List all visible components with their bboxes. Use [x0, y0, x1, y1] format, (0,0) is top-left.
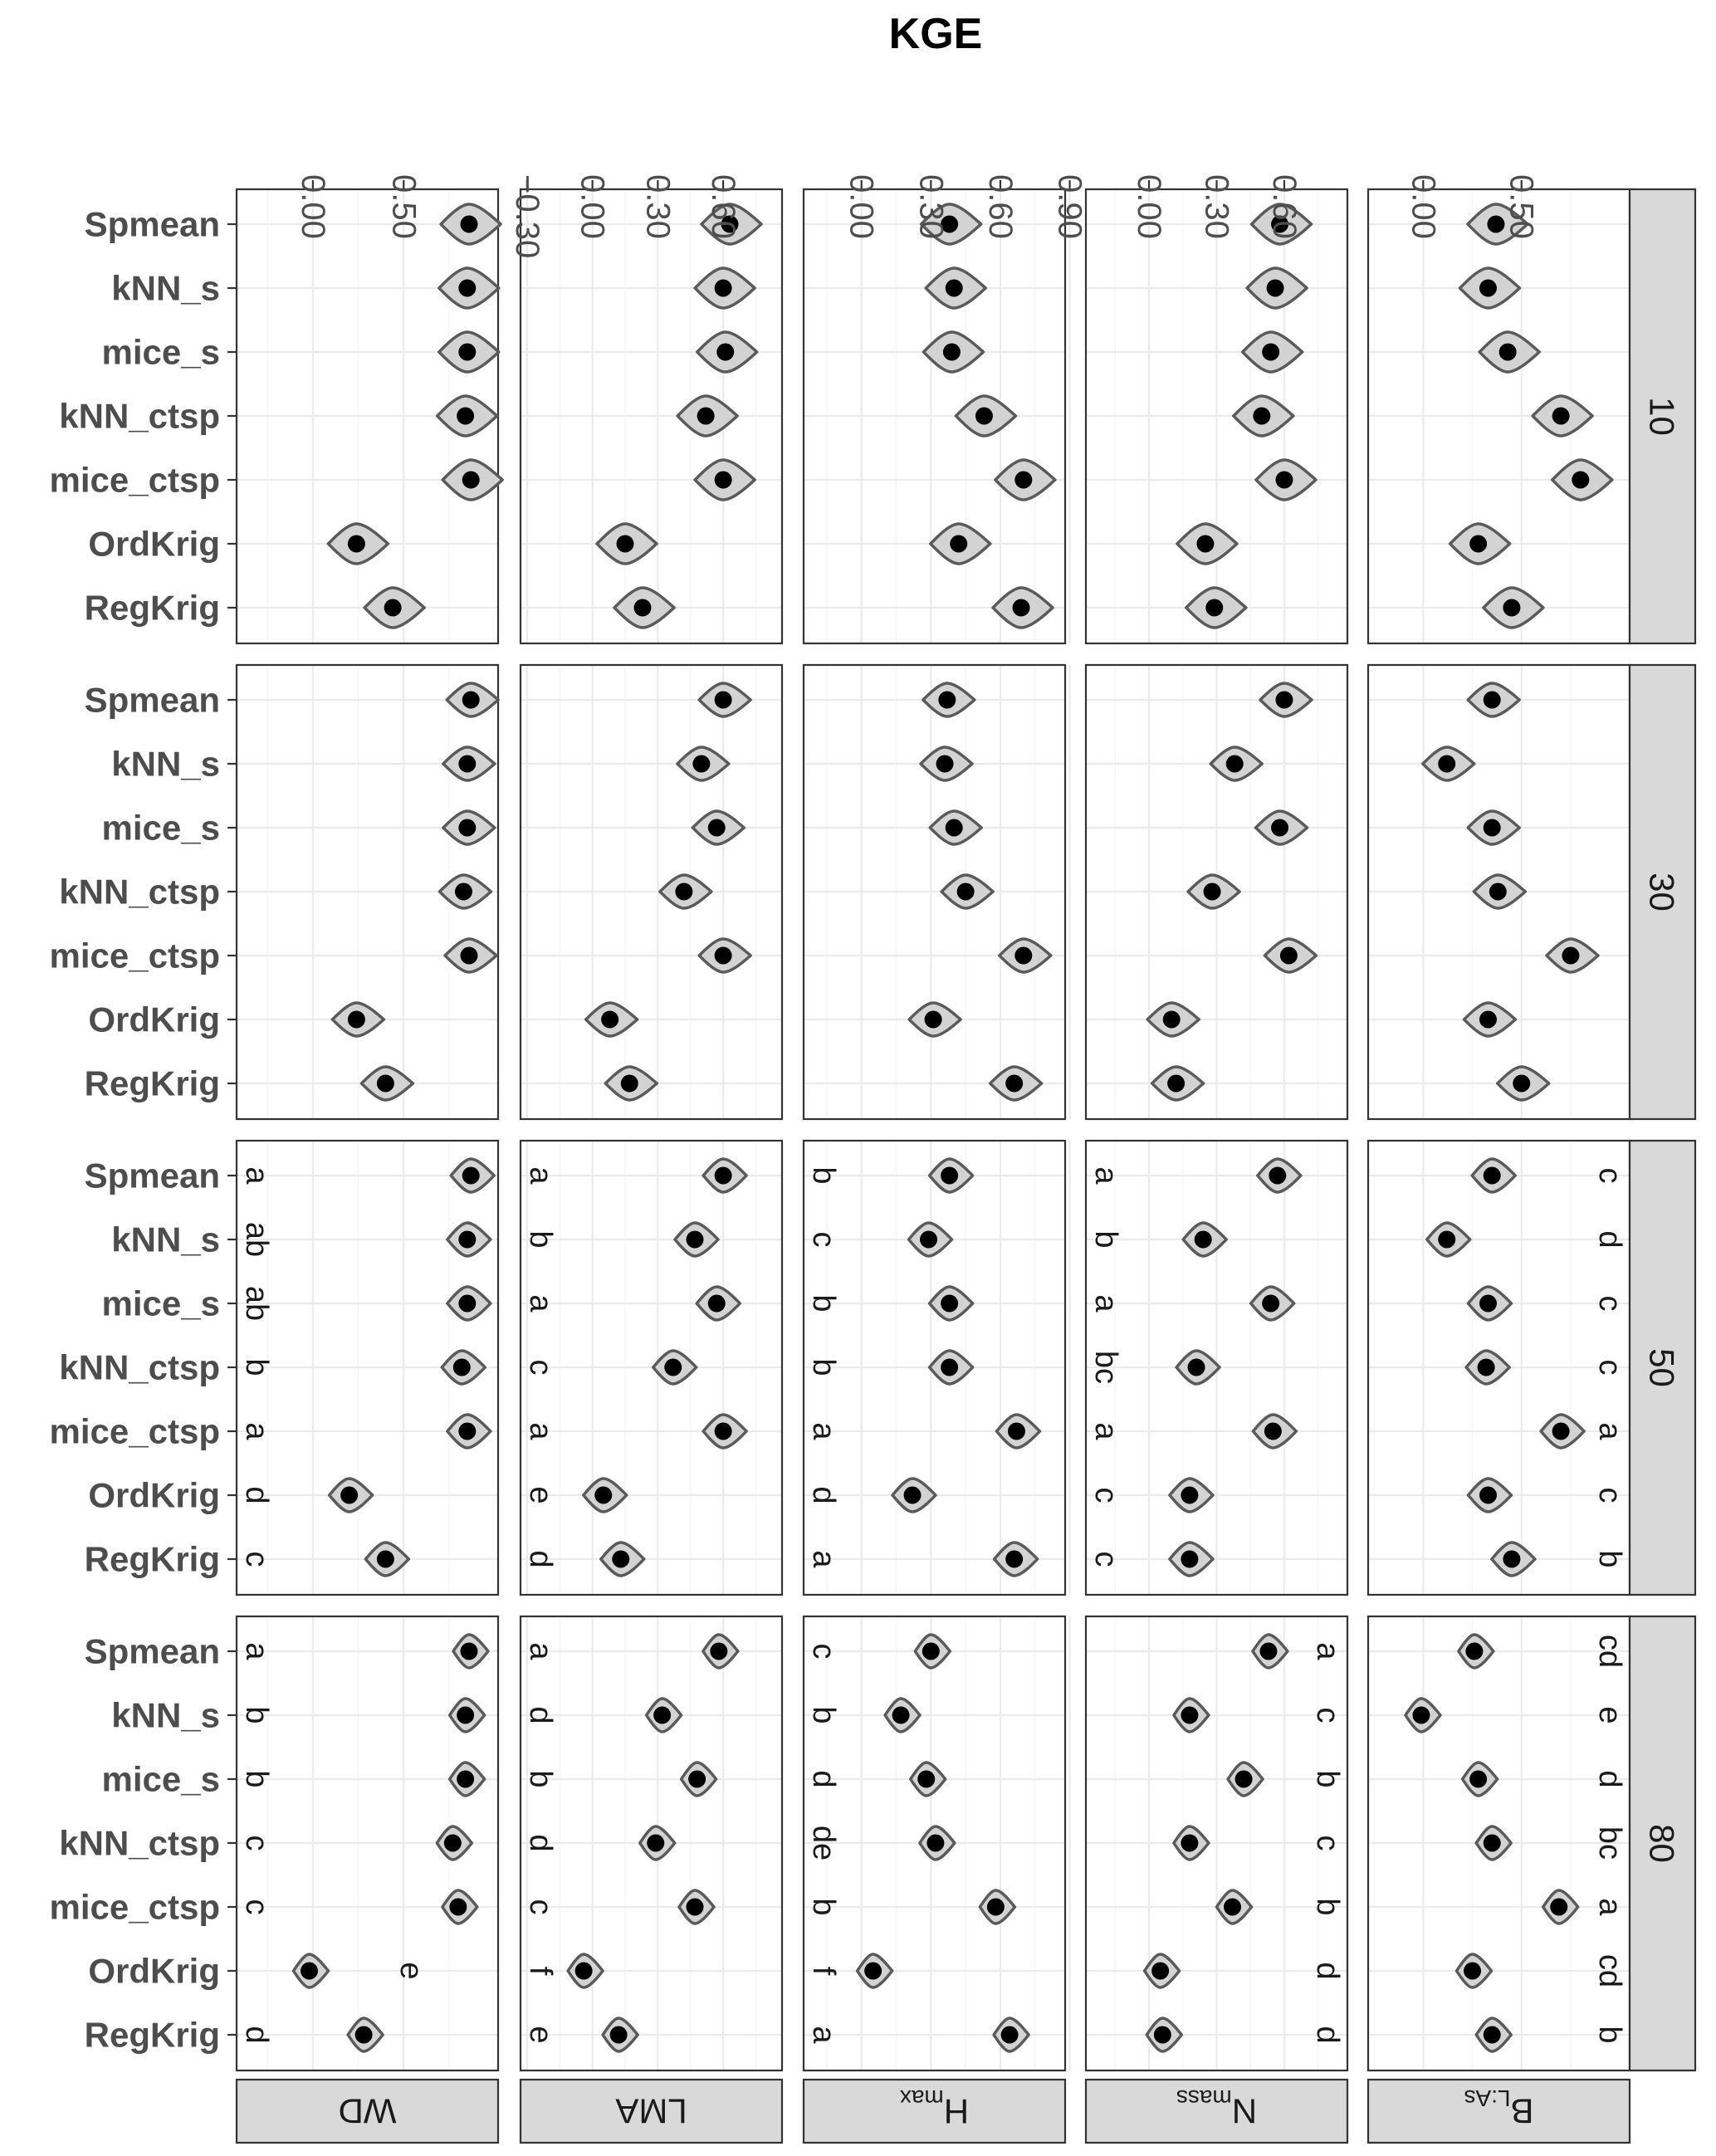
tick-label: 0.60	[1265, 174, 1303, 239]
median-point-WD-10-OrdKrig	[348, 535, 365, 553]
median-point-N-10-RegKrig	[1205, 599, 1223, 617]
trait-strip-N	[1086, 2080, 1347, 2143]
tick-label: 0.30	[639, 174, 677, 239]
method-label-kNN_s-80: kNN_s	[111, 1695, 220, 1735]
method-label-kNN_s-50: kNN_s	[111, 1220, 220, 1259]
tick-label: 0.30	[912, 174, 950, 239]
letter-LMA-80-mice_s: b	[523, 1770, 558, 1788]
letter-N-80-kNN_s: c	[1310, 1707, 1345, 1723]
trait-label-B: $B_{L:As}$	[1464, 2085, 1534, 2131]
letter-WD-80-mice_ctsp: c	[239, 1899, 274, 1915]
letter-B-80-OrdKrig: cd	[1592, 1953, 1627, 1988]
letter-H-80-Spmean: c	[806, 1643, 841, 1660]
median-point-B-30-kNN_s	[1438, 755, 1455, 773]
median-point-B-10-mice_ctsp	[1572, 472, 1589, 489]
tick-label: 0.60	[981, 174, 1019, 239]
trait-strip-B	[1368, 2080, 1630, 2143]
median-point-LMA-10-RegKrig	[634, 599, 652, 617]
median-point-LMA-30-kNN_s	[692, 755, 710, 773]
median-point-N-80-mice_s	[1235, 1771, 1253, 1788]
method-label-OrdKrig-80: OrdKrig	[88, 1951, 220, 1991]
letter-LMA-80-Spmean: a	[523, 1642, 558, 1660]
median-point-N-10-mice_s	[1262, 344, 1279, 361]
trait-subscript: max	[899, 2085, 944, 2111]
median-point-H-30-kNN_ctsp	[957, 883, 975, 901]
median-point-N-30-OrdKrig	[1163, 1011, 1181, 1029]
median-point-N-50-kNN_ctsp	[1188, 1359, 1205, 1376]
median-point-WD-10-mice_s	[458, 344, 476, 361]
letter-B-50-kNN_s: d	[1592, 1230, 1627, 1249]
median-point-H-10-kNN_ctsp	[975, 408, 993, 425]
strip-80	[1630, 1616, 1695, 2070]
median-point-N-50-mice_ctsp	[1264, 1423, 1282, 1440]
letter-LMA-80-OrdKrig: f	[523, 1966, 558, 1976]
median-point-N-80-mice_ctsp	[1224, 1899, 1241, 1916]
strip-label: 50	[1642, 1348, 1682, 1387]
trait-strip-WD	[237, 2080, 498, 2143]
median-point-H-50-RegKrig	[1005, 1551, 1023, 1568]
letter-WD-50-Spmean: a	[239, 1166, 274, 1185]
median-point-N-80-kNN_ctsp	[1181, 1835, 1198, 1852]
letter-H-80-mice_ctsp: b	[806, 1898, 841, 1916]
letter-WD-80-OrdKrig: e	[394, 1962, 428, 1980]
median-point-WD-50-RegKrig	[377, 1551, 394, 1568]
strip-10	[1630, 189, 1695, 643]
median-point-B-30-RegKrig	[1513, 1075, 1530, 1093]
method-label-mice_s-50: mice_s	[101, 1283, 220, 1323]
panel-LMA-10	[521, 189, 782, 643]
median-point-LMA-80-kNN_s	[653, 1707, 671, 1724]
median-point-B-30-Spmean	[1484, 692, 1501, 709]
letter-WD-50-kNN_s: ab	[239, 1221, 274, 1258]
median-point-H-50-kNN_s	[920, 1231, 937, 1249]
strip-30	[1630, 665, 1695, 1119]
median-point-N-10-kNN_s	[1267, 280, 1284, 297]
panel-N-80	[1086, 1616, 1347, 2070]
median-point-B-80-mice_s	[1469, 1771, 1487, 1788]
median-point-WD-50-Spmean	[462, 1167, 480, 1185]
strip-label: 30	[1642, 873, 1682, 912]
median-point-LMA-50-kNN_ctsp	[664, 1359, 682, 1376]
median-point-LMA-50-mice_s	[708, 1295, 726, 1313]
letter-B-80-kNN_ctsp: bc	[1592, 1826, 1627, 1860]
letter-N-50-kNN_ctsp: bc	[1088, 1350, 1123, 1385]
median-point-B-30-mice_s	[1484, 819, 1501, 837]
letter-N-80-OrdKrig: d	[1310, 1962, 1345, 1980]
median-point-LMA-80-kNN_ctsp	[647, 1835, 664, 1852]
trait-subscript: L:As	[1464, 2085, 1511, 2111]
letter-B-50-mice_ctsp: a	[1592, 1422, 1627, 1440]
median-point-WD-30-OrdKrig	[348, 1011, 365, 1029]
method-label-kNN_ctsp-30: kNN_ctsp	[59, 872, 220, 912]
median-point-N-10-OrdKrig	[1196, 535, 1214, 553]
median-point-H-30-Spmean	[938, 692, 956, 709]
median-point-WD-50-kNN_ctsp	[453, 1359, 471, 1376]
strip-50	[1630, 1141, 1695, 1595]
median-point-WD-50-mice_s	[458, 1295, 476, 1313]
method-label-mice_ctsp-10: mice_ctsp	[49, 460, 220, 500]
median-point-B-50-mice_s	[1479, 1295, 1497, 1313]
median-point-WD-80-OrdKrig	[301, 1963, 318, 1980]
median-point-WD-30-mice_ctsp	[461, 947, 478, 965]
letter-N-80-RegKrig: d	[1310, 2026, 1345, 2044]
letter-H-50-kNN_s: c	[806, 1231, 841, 1248]
median-point-H-30-mice_ctsp	[1014, 947, 1032, 965]
median-point-N-50-OrdKrig	[1181, 1487, 1198, 1504]
tick-label: 0.90	[1051, 174, 1088, 239]
median-point-H-30-mice_s	[946, 819, 963, 837]
median-point-B-10-mice_s	[1499, 344, 1517, 361]
median-point-LMA-50-Spmean	[715, 1167, 732, 1185]
method-label-mice_ctsp-30: mice_ctsp	[49, 936, 220, 975]
method-label-OrdKrig-50: OrdKrig	[88, 1475, 220, 1515]
median-point-WD-80-RegKrig	[355, 2026, 373, 2044]
median-point-H-50-mice_s	[941, 1295, 958, 1313]
median-point-B-80-mice_ctsp	[1550, 1899, 1567, 1916]
median-point-N-50-Spmean	[1269, 1167, 1286, 1185]
method-label-mice_s-30: mice_s	[101, 808, 220, 848]
method-label-mice_ctsp-50: mice_ctsp	[49, 1411, 220, 1451]
method-label-OrdKrig-30: OrdKrig	[88, 1000, 220, 1039]
letter-LMA-50-kNN_ctsp: c	[523, 1359, 558, 1376]
letter-H-50-kNN_ctsp: b	[806, 1358, 841, 1376]
letter-B-50-RegKrig: b	[1592, 1550, 1627, 1568]
median-point-LMA-10-mice_ctsp	[715, 472, 732, 489]
letter-WD-50-OrdKrig: d	[239, 1486, 274, 1504]
letter-LMA-80-RegKrig: e	[523, 2026, 558, 2044]
median-point-LMA-50-mice_ctsp	[715, 1423, 732, 1440]
median-point-H-10-kNN_s	[946, 280, 963, 297]
median-point-B-30-kNN_ctsp	[1489, 883, 1507, 901]
median-point-LMA-30-mice_ctsp	[715, 947, 732, 965]
median-point-WD-50-mice_ctsp	[458, 1423, 476, 1440]
letter-WD-80-RegKrig: d	[239, 2026, 274, 2044]
letter-B-50-OrdKrig: c	[1592, 1487, 1627, 1503]
median-point-LMA-80-OrdKrig	[575, 1963, 593, 1980]
letter-N-80-Spmean: a	[1310, 1642, 1345, 1660]
letter-LMA-80-kNN_s: d	[523, 1706, 558, 1724]
letter-LMA-80-mice_ctsp: c	[523, 1899, 558, 1915]
median-point-B-30-OrdKrig	[1479, 1011, 1497, 1029]
median-point-N-80-Spmean	[1259, 1643, 1277, 1660]
median-point-B-80-RegKrig	[1484, 2026, 1501, 2044]
median-point-H-80-mice_ctsp	[987, 1899, 1005, 1916]
tick-label: 0.00	[1405, 174, 1442, 239]
method-label-mice_s-80: mice_s	[101, 1759, 220, 1799]
median-point-N-50-kNN_s	[1195, 1231, 1212, 1249]
median-point-LMA-80-mice_ctsp	[687, 1899, 704, 1916]
median-point-WD-80-kNN_ctsp	[444, 1835, 462, 1852]
tick-label: 0.00	[574, 174, 611, 239]
method-label-RegKrig-10: RegKrig	[84, 588, 220, 628]
median-point-H-10-mice_s	[943, 344, 961, 361]
median-point-LMA-30-kNN_ctsp	[675, 883, 692, 901]
panel-H-30	[804, 665, 1070, 1119]
panel-LMA-30	[521, 665, 782, 1119]
letter-LMA-50-OrdKrig: e	[523, 1486, 558, 1504]
method-label-Spmean-80: Spmean	[84, 1631, 220, 1671]
median-point-B-50-Spmean	[1484, 1167, 1501, 1185]
median-point-B-80-Spmean	[1465, 1643, 1483, 1660]
tick-label: 0.00	[294, 174, 331, 239]
trait-label-LMA: LMA	[615, 2091, 687, 2131]
letter-N-50-RegKrig: c	[1088, 1551, 1123, 1567]
letter-N-50-mice_s: a	[1088, 1294, 1123, 1313]
method-label-kNN_ctsp-80: kNN_ctsp	[59, 1823, 220, 1863]
method-label-kNN_s-30: kNN_s	[111, 744, 220, 784]
method-label-RegKrig-50: RegKrig	[84, 1539, 220, 1579]
median-point-H-80-RegKrig	[1001, 2026, 1019, 2044]
letter-N-80-kNN_ctsp: c	[1310, 1835, 1345, 1851]
median-point-H-50-mice_ctsp	[1008, 1423, 1025, 1440]
median-point-WD-10-Spmean	[461, 216, 478, 233]
median-point-N-30-kNN_s	[1226, 755, 1244, 773]
median-point-N-50-RegKrig	[1181, 1551, 1198, 1568]
chart-title: KGE	[888, 10, 983, 58]
tick-label: 0.60	[705, 174, 742, 239]
trait-strip-H	[804, 2080, 1065, 2143]
method-label-kNN_ctsp-10: kNN_ctsp	[59, 396, 220, 436]
letter-H-50-RegKrig: a	[806, 1550, 841, 1568]
median-point-WD-30-kNN_s	[458, 755, 476, 773]
median-point-WD-50-kNN_s	[458, 1231, 476, 1249]
median-point-LMA-30-RegKrig	[621, 1075, 638, 1093]
median-point-WD-30-mice_s	[458, 819, 476, 837]
median-point-WD-50-OrdKrig	[340, 1487, 358, 1504]
median-point-H-10-OrdKrig	[950, 535, 967, 553]
median-point-H-80-Spmean	[922, 1643, 940, 1660]
median-point-N-10-mice_ctsp	[1275, 472, 1293, 489]
median-point-WD-80-mice_s	[457, 1771, 474, 1788]
letter-N-50-OrdKrig: c	[1088, 1487, 1123, 1503]
letter-WD-50-mice_ctsp: a	[239, 1422, 274, 1440]
median-point-LMA-30-mice_s	[708, 819, 726, 837]
trait-label-N: $N_{mass}$	[1176, 2085, 1258, 2131]
plot-area	[50, 174, 1695, 2143]
median-point-LMA-10-kNN_ctsp	[697, 408, 715, 425]
letter-N-50-mice_ctsp: a	[1088, 1422, 1123, 1440]
tick-label: 0.00	[843, 174, 880, 239]
median-point-N-10-kNN_ctsp	[1253, 408, 1270, 425]
letter-H-80-kNN_ctsp: de	[806, 1825, 841, 1861]
median-point-N-80-kNN_s	[1181, 1707, 1198, 1724]
median-point-H-80-kNN_s	[892, 1707, 910, 1724]
median-point-H-80-mice_s	[917, 1771, 935, 1788]
median-point-WD-10-mice_ctsp	[462, 472, 480, 489]
median-point-B-80-kNN_s	[1412, 1707, 1430, 1724]
strip-label: 10	[1642, 397, 1682, 436]
median-point-LMA-10-mice_s	[716, 344, 734, 361]
letter-LMA-50-kNN_s: b	[523, 1230, 558, 1249]
strip-label: 80	[1642, 1824, 1682, 1863]
median-point-B-10-RegKrig	[1503, 599, 1520, 617]
median-point-N-30-Spmean	[1275, 692, 1293, 709]
median-point-B-50-kNN_s	[1438, 1231, 1455, 1249]
method-label-Spmean-30: Spmean	[84, 680, 220, 720]
panel-LMA-50	[521, 1141, 782, 1595]
median-point-B-80-OrdKrig	[1464, 1963, 1481, 1980]
letter-LMA-80-kNN_ctsp: d	[523, 1834, 558, 1852]
median-point-LMA-50-kNN_s	[687, 1231, 704, 1249]
letter-B-80-RegKrig: b	[1592, 2026, 1627, 2044]
trait-label-H: $H_{max}$	[899, 2085, 970, 2131]
median-point-N-30-mice_s	[1271, 819, 1288, 837]
median-point-B-50-OrdKrig	[1479, 1487, 1497, 1504]
letter-H-80-kNN_s: b	[806, 1706, 841, 1724]
letter-H-80-OrdKrig: f	[806, 1966, 841, 1976]
median-point-LMA-80-Spmean	[710, 1643, 727, 1660]
median-point-B-10-kNN_s	[1479, 280, 1497, 297]
method-label-OrdKrig-10: OrdKrig	[88, 524, 220, 564]
letter-H-80-mice_s: d	[806, 1770, 841, 1788]
letter-N-50-kNN_s: b	[1088, 1230, 1123, 1249]
median-point-N-50-mice_s	[1262, 1295, 1279, 1313]
letter-LMA-50-Spmean: a	[523, 1166, 558, 1185]
median-point-H-50-OrdKrig	[904, 1487, 922, 1504]
trait-strip-LMA	[521, 2080, 782, 2143]
letter-H-50-mice_ctsp: a	[806, 1422, 841, 1440]
median-point-WD-30-RegKrig	[377, 1075, 394, 1093]
tick-label: 0.50	[385, 174, 423, 239]
letter-B-80-mice_s: d	[1592, 1770, 1627, 1788]
median-point-WD-10-kNN_s	[458, 280, 476, 297]
letter-B-80-kNN_s: e	[1592, 1706, 1627, 1724]
median-point-WD-80-Spmean	[461, 1643, 478, 1660]
letter-B-80-mice_ctsp: a	[1592, 1898, 1627, 1916]
median-point-H-10-mice_ctsp	[1014, 472, 1032, 489]
letter-N-80-mice_s: b	[1310, 1770, 1345, 1788]
median-point-B-10-Spmean	[1487, 216, 1504, 233]
median-point-H-50-kNN_ctsp	[941, 1359, 958, 1376]
letter-N-50-Spmean: a	[1088, 1166, 1123, 1185]
median-point-LMA-80-RegKrig	[610, 2026, 628, 2044]
median-point-LMA-80-mice_s	[688, 1771, 706, 1788]
median-point-H-80-kNN_ctsp	[926, 1835, 944, 1852]
letter-B-50-mice_s: c	[1592, 1295, 1627, 1312]
median-point-LMA-50-RegKrig	[612, 1551, 629, 1568]
method-label-kNN_ctsp-50: kNN_ctsp	[59, 1347, 220, 1387]
letter-WD-80-Spmean: a	[239, 1642, 274, 1660]
median-point-WD-10-RegKrig	[384, 599, 402, 617]
letter-WD-50-mice_s: ab	[239, 1285, 274, 1322]
letter-WD-80-kNN_ctsp: c	[239, 1835, 274, 1851]
median-point-B-50-mice_ctsp	[1552, 1423, 1570, 1440]
median-point-WD-80-kNN_s	[457, 1707, 474, 1724]
median-point-LMA-50-OrdKrig	[594, 1487, 612, 1504]
trait-subscript: mass	[1176, 2085, 1232, 2111]
panel-H-10	[804, 189, 1070, 643]
median-point-B-10-OrdKrig	[1469, 535, 1487, 553]
letter-LMA-50-mice_ctsp: a	[523, 1422, 558, 1440]
tick-label: 0.30	[1198, 174, 1235, 239]
median-point-LMA-30-Spmean	[715, 692, 732, 709]
median-point-N-80-OrdKrig	[1151, 1963, 1169, 1980]
median-point-H-30-RegKrig	[1005, 1075, 1023, 1093]
letter-WD-50-RegKrig: c	[239, 1551, 274, 1567]
median-point-LMA-30-OrdKrig	[601, 1011, 618, 1029]
method-label-RegKrig-30: RegKrig	[84, 1063, 220, 1103]
method-label-mice_ctsp-80: mice_ctsp	[49, 1887, 220, 1927]
median-point-B-50-kNN_ctsp	[1478, 1359, 1495, 1376]
letter-B-50-Spmean: c	[1592, 1167, 1627, 1184]
method-label-Spmean-50: Spmean	[84, 1156, 220, 1195]
method-label-RegKrig-80: RegKrig	[84, 2015, 220, 2055]
letter-WD-50-kNN_ctsp: b	[239, 1358, 274, 1376]
letter-WD-80-kNN_s: b	[239, 1706, 274, 1724]
median-point-B-30-mice_ctsp	[1562, 947, 1579, 965]
median-point-WD-80-mice_ctsp	[449, 1899, 467, 1916]
median-point-H-30-OrdKrig	[925, 1011, 942, 1029]
method-label-Spmean-10: Spmean	[84, 204, 220, 244]
method-label-kNN_s-10: kNN_s	[111, 268, 220, 308]
median-point-N-30-RegKrig	[1167, 1075, 1185, 1093]
letter-WD-80-mice_s: b	[239, 1770, 274, 1788]
tick-label: 0.50	[1503, 174, 1540, 239]
panel-N-10	[1086, 189, 1347, 643]
median-point-LMA-10-OrdKrig	[617, 535, 634, 553]
median-point-B-80-kNN_ctsp	[1484, 1835, 1501, 1852]
letter-H-50-mice_s: b	[806, 1294, 841, 1313]
median-point-B-50-RegKrig	[1503, 1551, 1520, 1568]
median-point-H-80-OrdKrig	[864, 1963, 882, 1980]
letter-H-80-RegKrig: a	[806, 2026, 841, 2044]
median-point-LMA-10-kNN_s	[715, 280, 732, 297]
median-point-H-10-RegKrig	[1013, 599, 1030, 617]
tick-label: 0.00	[1131, 174, 1168, 239]
letter-H-50-Spmean: b	[806, 1166, 841, 1185]
tick-label: −0.30	[508, 174, 545, 259]
median-point-WD-30-Spmean	[462, 692, 480, 709]
median-point-N-80-RegKrig	[1154, 2026, 1171, 2044]
median-point-H-50-Spmean	[941, 1167, 958, 1185]
letter-B-50-kNN_ctsp: c	[1592, 1359, 1627, 1376]
median-point-WD-10-kNN_ctsp	[457, 408, 474, 425]
letter-B-80-Spmean: cd	[1592, 1634, 1627, 1669]
letter-H-50-OrdKrig: d	[806, 1486, 841, 1504]
median-point-N-30-mice_ctsp	[1280, 947, 1298, 965]
median-point-B-10-kNN_ctsp	[1552, 408, 1570, 425]
trait-label-WD: WD	[338, 2091, 397, 2131]
letter-LMA-50-RegKrig: d	[523, 1550, 558, 1568]
letter-N-80-mice_ctsp: b	[1310, 1898, 1345, 1916]
letter-LMA-50-mice_s: a	[523, 1294, 558, 1313]
median-point-N-30-kNN_ctsp	[1204, 883, 1221, 901]
method-label-mice_s-10: mice_s	[101, 332, 220, 372]
median-point-WD-30-kNN_ctsp	[455, 883, 472, 901]
axis-N	[1131, 174, 1303, 239]
median-point-H-30-kNN_s	[936, 755, 954, 773]
